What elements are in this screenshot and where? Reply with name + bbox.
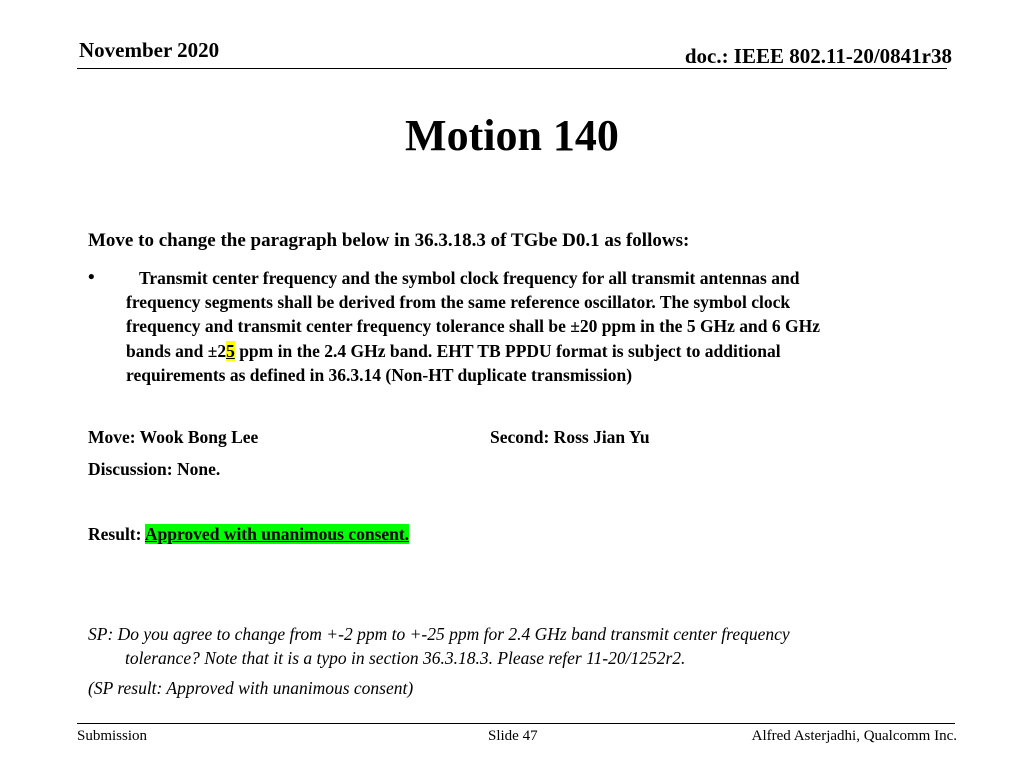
- highlighted-change: 5: [226, 340, 235, 361]
- bullet-line: frequency segments shall be derived from the same reference oscillator. The symbol clock: [126, 292, 791, 313]
- header-date: November 2020: [79, 38, 220, 62]
- header-divider: [77, 68, 947, 69]
- mover: Move: Wook Bong Lee: [88, 427, 259, 447]
- header-doc-id: doc.: IEEE 802.11-20/0841r38: [684, 44, 952, 68]
- bullet-line: Transmit center frequency and the symbol clock frequency for all transmit antennas and: [139, 268, 800, 288]
- sp-line: tolerance? Note that it is a typo in section 36.3.18.3. Please refer 11-20/1252r2.: [125, 648, 686, 668]
- slide-title: Motion 140: [405, 111, 619, 160]
- result-label: Result:: [88, 524, 145, 544]
- footer-slide-number: Slide 47: [488, 728, 538, 744]
- bullet-line: requirements as defined in 36.3.14 (Non-HT duplicate transmission): [126, 364, 633, 385]
- sp-line: SP: Do you agree to change from +-2 ppm to +-25 ppm for 2.4 GHz band transmit center frequency: [88, 624, 790, 644]
- discussion: Discussion: None.: [88, 459, 221, 479]
- straw-poll-result: (SP result: Approved with unanimous consent): [88, 678, 414, 698]
- motion-result: [88, 524, 409, 545]
- bullet-line-text: bands and ±2: [126, 340, 227, 361]
- footer-author: Alfred Asterjadhi, Qualcomm Inc.: [751, 728, 957, 744]
- bullet-line-text: ppm in the 2.4 GHz band. EHT TB PPDU format is subject to additional: [234, 340, 781, 361]
- seconder: Second: Ross Jian Yu: [490, 427, 650, 447]
- bullet-line: frequency and transmit center frequency tolerance shall be ±20 ppm in the 5 GHz and 6 GHz: [126, 316, 821, 337]
- motion-intro: Move to change the paragraph below in 36.3.18.3 of TGbe D0.1 as follows:: [88, 230, 690, 251]
- footer-submission: Submission: [77, 728, 148, 744]
- bullet-marker: •: [88, 267, 95, 288]
- footer-divider: [77, 723, 955, 724]
- bullet-line: [126, 339, 946, 363]
- straw-poll-question: [88, 622, 948, 670]
- result-value: Approved with unanimous consent.: [144, 524, 410, 544]
- motion-bullet-paragraph: [126, 266, 946, 387]
